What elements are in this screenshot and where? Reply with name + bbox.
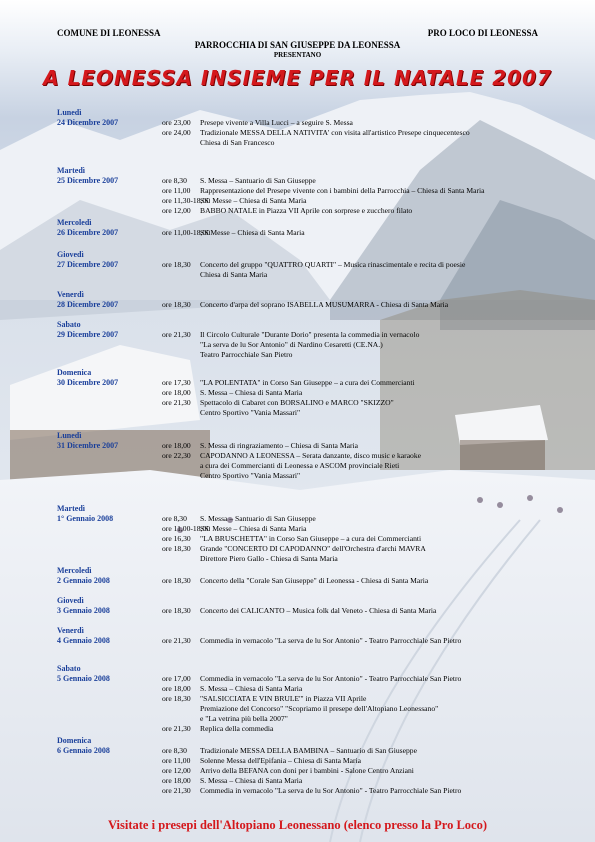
- day-name: Domenica: [57, 736, 92, 745]
- day-name: Venerdì: [57, 290, 84, 299]
- event-text: S. Messa di ringraziamento – Chiesa di Santa Maria: [200, 441, 358, 450]
- event-text: "SALSICCIATA E VIN BRULE'" in Piazza VII Aprile: [200, 694, 367, 703]
- event-row: [162, 461, 582, 471]
- event-time: ore 23,00: [162, 118, 191, 127]
- event-row: [162, 684, 582, 694]
- event-time: ore 11,00-18,00: [162, 524, 211, 533]
- event-text: Commedia in vernacolo "La serva de lu Sor Antonio" - Teatro Parrocchiale San Pietro: [200, 786, 462, 795]
- event-row: [162, 714, 582, 724]
- event-text: S. Messa – Chiesa di Santa Maria: [200, 684, 303, 693]
- event-row: [162, 514, 582, 524]
- event-row: [162, 398, 582, 408]
- event-text: Rappresentazione del Presepe vivente con i bambini della Parrocchia – Chiesa di Santa Maria: [200, 186, 485, 195]
- day-date: 1° Gennaio 2008: [57, 514, 114, 523]
- event-row: [162, 270, 582, 280]
- day-date: 27 Dicembre 2007: [57, 260, 119, 269]
- event-list: [162, 330, 582, 360]
- event-row: [162, 206, 582, 216]
- event-time: ore 21,30: [162, 398, 191, 407]
- day-block: [57, 166, 577, 215]
- event-text: S. Messa – Chiesa di Santa Maria: [200, 776, 303, 785]
- event-time: ore 8,30: [162, 746, 187, 755]
- day-block: [57, 431, 577, 480]
- day-name: Mercoledì: [57, 218, 92, 227]
- event-row: [162, 330, 582, 340]
- event-row: [162, 776, 582, 786]
- event-time: ore 17,30: [162, 378, 191, 387]
- event-row: [162, 300, 582, 310]
- event-row: [162, 756, 582, 766]
- event-text: Grande "CONCERTO DI CAPODANNO" dell'Orchestra d'archi MAVRA: [200, 544, 426, 553]
- day-date: 30 Dicembre 2007: [57, 378, 119, 387]
- day-name: Mercoledì: [57, 566, 92, 575]
- day-name: Sabato: [57, 320, 81, 329]
- event-list: [162, 118, 582, 148]
- page-title: A LEONESSA INSIEME PER IL NATALE 2007: [43, 66, 552, 90]
- event-row: [162, 128, 582, 138]
- event-row: [162, 350, 582, 360]
- day-name: Domenica: [57, 368, 92, 377]
- day-name: Lunedì: [57, 431, 82, 440]
- event-text: Premiazione del Concorso" "Scopriamo il presepe dell'Altopiano Leonessano": [200, 704, 439, 713]
- event-text: BABBO NATALE in Piazza VII Aprile con sorprese e zucchero filato: [200, 206, 413, 215]
- event-row: [162, 786, 582, 796]
- day-date: 29 Dicembre 2007: [57, 330, 119, 339]
- event-time: ore 8,30: [162, 176, 187, 185]
- event-text: SS. Messe – Chiesa di Santa Maria: [200, 196, 307, 205]
- event-time: ore 18,30: [162, 576, 191, 585]
- event-text: Direttore Piero Gallo - Chiesa di Santa Maria: [200, 554, 338, 563]
- event-time: ore 24,00: [162, 128, 191, 137]
- day-name: Venerdì: [57, 626, 84, 635]
- event-text: Concerto della "Corale San Giuseppe" di Leonessa - Chiesa di Santa Maria: [200, 576, 429, 585]
- day-date: 25 Dicembre 2007: [57, 176, 119, 185]
- event-row: [162, 388, 582, 398]
- event-time: ore 17,00: [162, 674, 191, 683]
- day-block: [57, 596, 577, 616]
- event-row: [162, 636, 582, 646]
- header-center: PARROCCHIA DI SAN GIUSEPPE DA LEONESSA: [194, 40, 401, 50]
- event-text: SS. Messe – Chiesa di Santa Maria: [200, 524, 307, 533]
- event-list: [162, 606, 582, 616]
- day-block: [57, 504, 577, 563]
- event-text: "LA BRUSCHETTA" in Corso San Giuseppe – a cura dei Commercianti: [200, 534, 422, 543]
- event-row: [162, 228, 582, 238]
- day-block: [57, 736, 577, 795]
- event-row: [162, 534, 582, 544]
- day-name: Martedì: [57, 166, 85, 175]
- event-text: Commedia in vernacolo "La serva de lu Sor Antonio" - Teatro Parrocchiale San Pietro: [200, 674, 462, 683]
- day-date: 31 Dicembre 2007: [57, 441, 119, 450]
- event-list: [162, 260, 582, 280]
- event-text: Replica della commedia: [200, 724, 274, 733]
- event-row: [162, 408, 582, 418]
- event-row: [162, 606, 582, 616]
- day-block: [57, 108, 577, 147]
- day-block: [57, 664, 577, 733]
- event-time: ore 18,00: [162, 684, 191, 693]
- event-time: ore 21,30: [162, 724, 191, 733]
- event-row: [162, 441, 582, 451]
- event-text: Concerto del gruppo "QUATTRO QUARTI" – Musica rinascimentale e recita di poesie: [200, 260, 466, 269]
- event-text: S. Messa – Santuario di San Giuseppe: [200, 514, 316, 523]
- event-text: a cura dei Commercianti di Leonessa e ASCOM provinciale Rieti: [200, 461, 400, 470]
- event-time: ore 8,30: [162, 514, 187, 523]
- event-row: [162, 694, 582, 704]
- event-time: ore 22,30: [162, 451, 191, 460]
- header-right: PRO LOCO DI LEONESSA: [427, 28, 538, 38]
- event-time: ore 18,00: [162, 776, 191, 785]
- event-row: [162, 138, 582, 148]
- day-date: 6 Gennaio 2008: [57, 746, 110, 755]
- day-name: Giovedì: [57, 596, 84, 605]
- day-date: 5 Gennaio 2008: [57, 674, 110, 683]
- event-row: [162, 724, 582, 734]
- day-block: [57, 626, 577, 646]
- event-time: ore 11,00-18,00: [162, 228, 211, 237]
- event-time: ore 18,30: [162, 694, 191, 703]
- event-text: Il Circolo Culturale "Durante Dorio" presenta la commedia in vernacolo: [200, 330, 420, 339]
- event-row: [162, 471, 582, 481]
- day-date: 26 Dicembre 2007: [57, 228, 119, 237]
- header-left: COMUNE DI LEONESSA: [57, 28, 161, 38]
- day-block: [57, 290, 577, 310]
- event-time: ore 18,30: [162, 606, 191, 615]
- footer-note: Visitate i presepi dell'Altopiano Leonessano (elenco presso la Pro Loco): [107, 818, 488, 832]
- event-row: [162, 451, 582, 461]
- event-row: [162, 118, 582, 128]
- event-time: ore 18,00: [162, 441, 191, 450]
- day-name: Lunedì: [57, 108, 82, 117]
- event-list: [162, 228, 582, 238]
- event-text: S. Messa – Chiesa di Santa Maria: [200, 388, 303, 397]
- day-name: Giovedì: [57, 250, 84, 259]
- event-text: Commedia in vernacolo "La serva de lu Sor Antonio" - Teatro Parrocchiale San Pietro: [200, 636, 462, 645]
- day-date: 4 Gennaio 2008: [57, 636, 110, 645]
- event-time: ore 18,30: [162, 300, 191, 309]
- event-time: ore 21,30: [162, 636, 191, 645]
- event-row: [162, 674, 582, 684]
- event-row: [162, 766, 582, 776]
- event-list: [162, 176, 582, 216]
- event-time: ore 11,30-18,00: [162, 196, 211, 205]
- event-text: Tradizionale MESSA DELLA NATIVITA' con visita all'artistico Presepe cinquecentesco: [200, 128, 470, 137]
- event-row: [162, 176, 582, 186]
- day-block: [57, 566, 577, 586]
- event-text: Centro Sportivo "Vania Massari": [200, 408, 301, 417]
- event-time: ore 12,00: [162, 766, 191, 775]
- day-name: Sabato: [57, 664, 81, 673]
- event-text: Concerto dei CALICANTO – Musica folk dal Veneto - Chiesa di Santa Maria: [200, 606, 437, 615]
- event-list: [162, 300, 582, 310]
- event-time: ore 18,30: [162, 544, 191, 553]
- day-date: 2 Gennaio 2008: [57, 576, 110, 585]
- day-date: 28 Dicembre 2007: [57, 300, 119, 309]
- event-text: CAPODANNO A LEONESSA – Serata danzante, disco music e karaoke: [200, 451, 422, 460]
- event-list: [162, 746, 582, 796]
- day-block: [57, 218, 577, 238]
- event-text: "LA POLENTATA" in Corso San Giuseppe – a cura dei Commercianti: [200, 378, 415, 387]
- event-row: [162, 554, 582, 564]
- event-list: [162, 378, 582, 418]
- event-row: [162, 340, 582, 350]
- event-time: ore 18,00: [162, 388, 191, 397]
- day-block: [57, 320, 577, 359]
- event-list: [162, 576, 582, 586]
- event-time: ore 11,00: [162, 186, 191, 195]
- event-row: [162, 378, 582, 388]
- event-list: [162, 636, 582, 646]
- header-sub: PRESENTANO: [273, 51, 322, 59]
- day-date: 3 Gennaio 2008: [57, 606, 110, 615]
- event-row: [162, 704, 582, 714]
- event-row: [162, 544, 582, 554]
- event-list: [162, 441, 582, 481]
- event-text: Spettacolo di Cabaret con BORSALINO e MARCO "SKIZZO": [200, 398, 394, 407]
- event-list: [162, 674, 582, 734]
- event-text: Tradizionale MESSA DELLA BAMBINA – Santuario di San Giuseppe: [200, 746, 417, 755]
- event-text: e "La vetrina più bella 2007": [200, 714, 288, 723]
- event-text: Concerto d'arpa del soprano ISABELLA MUSUMARRA - Chiesa di Santa Maria: [200, 300, 449, 309]
- event-text: Solenne Messa dell'Epifania – Chiesa di Santa Maria: [200, 756, 362, 765]
- event-time: ore 18,30: [162, 260, 191, 269]
- event-time: ore 21,30: [162, 786, 191, 795]
- event-row: [162, 576, 582, 586]
- event-time: ore 12,00: [162, 206, 191, 215]
- event-row: [162, 186, 582, 196]
- event-list: [162, 514, 582, 564]
- event-text: Centro Sportivo "Vania Massari": [200, 471, 301, 480]
- event-time: ore 21,30: [162, 330, 191, 339]
- event-text: Presepe vivente a Villa Lucci – a seguire S. Messa: [200, 118, 353, 127]
- day-block: [57, 368, 577, 417]
- event-text: S. Messa – Santuario di San Giuseppe: [200, 176, 316, 185]
- event-text: Teatro Parrocchiale San Pietro: [200, 350, 293, 359]
- event-row: [162, 524, 582, 534]
- event-text: Arrivo della BEFANA con doni per i bambini - Salone Centro Anziani: [200, 766, 414, 775]
- day-date: 24 Dicembre 2007: [57, 118, 119, 127]
- event-time: ore 16,30: [162, 534, 191, 543]
- event-text: Chiesa di Santa Maria: [200, 270, 268, 279]
- event-row: [162, 746, 582, 756]
- event-row: [162, 260, 582, 270]
- day-name: Martedì: [57, 504, 85, 513]
- event-text: "La serva de lu Sor Antonio" di Nardino Cesaretti (CE.NA.): [200, 340, 383, 349]
- event-row: [162, 196, 582, 206]
- event-text: Chiesa di San Francesco: [200, 138, 275, 147]
- event-text: SS.Messe – Chiesa di Santa Maria: [200, 228, 305, 237]
- event-time: ore 11,00: [162, 756, 191, 765]
- day-block: [57, 250, 577, 279]
